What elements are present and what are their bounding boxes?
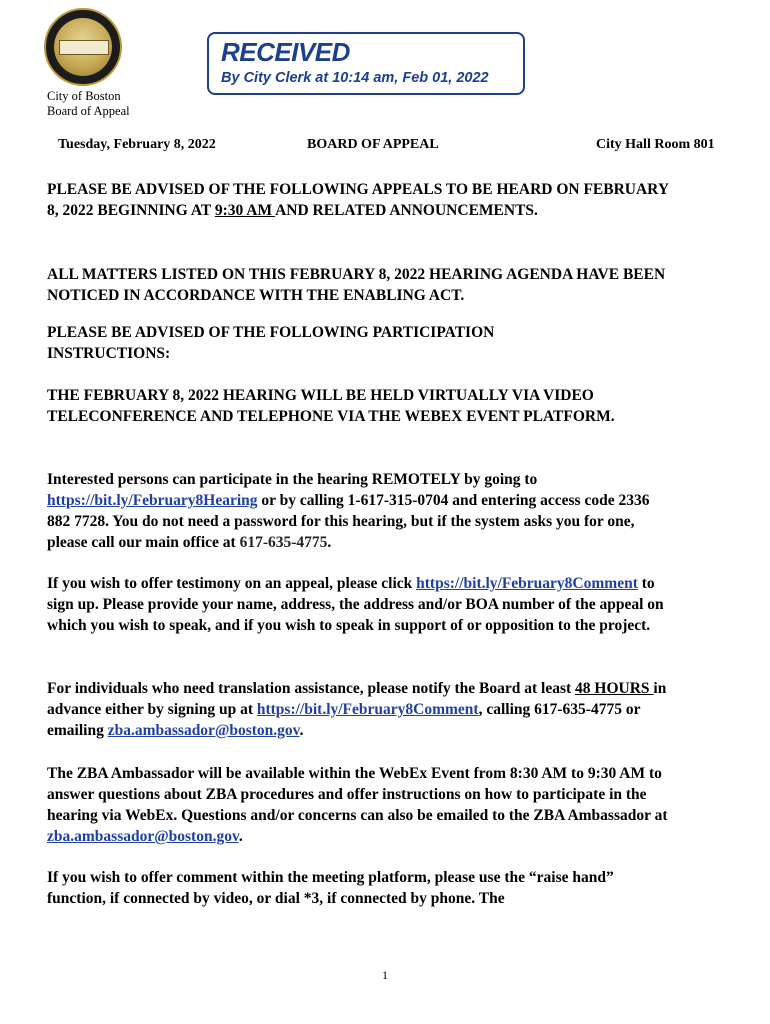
remote-access-paragraph: Interested persons can participate in the hearing REMOTELY by going to https://bit.ly/February8Hearing or by calling 1-617-315-0704 and entering access code 2336 882 7728. You do not need a password for this hearing, but if the system asks you for one, please call our main office at 617-635-4775. [47,471,650,551]
ambassador-email-link[interactable]: zba.ambassador@boston.gov [107,722,300,739]
raise-hand-paragraph: If you wish to offer comment within the meeting platform, please use the “raise hand” function, if connected by video, or dial *3, if connected by phone. The [47,869,614,907]
enabling-act-paragraph: ALL MATTERS LISTED ON THIS FEBRUARY 8, 2022 HEARING AGENDA HAVE BEEN NOTICED IN ACCORDANCE WITH THE ENABLING ACT. [47,266,666,304]
ambassador-paragraph: The ZBA Ambassador will be available within the WebEx Event from 8:30 AM to 9:30 AM to answer questions about ZBA procedures and offer instructions on how to participate in the hearing via WebEx. Questions and/or concerns can also be emailed to the ZBA Ambassador at zba.ambassador@boston.gov. [47,765,668,845]
seal-ribbon [59,40,109,55]
seal-emblem [54,18,112,76]
org-line-city: City of Boston [47,89,121,103]
start-time: 9:30 AM [214,202,276,219]
hearing-link[interactable]: https://bit.ly/February8Hearing [47,492,258,509]
translation-signup-link[interactable]: https://bit.ly/February8Comment [256,701,479,718]
board-title: BOARD OF APPEAL [307,137,439,152]
office-phone: 617-635-4775 [239,534,328,551]
stamp-subtitle: By City Clerk at 10:14 am, Feb 01, 2022 [221,70,489,86]
translation-paragraph: For individuals who need translation assistance, please notify the Board at least 48 HOURS in advance either by signing up at https://bit.ly/February8Comment, calling 617-635-4775 or emailing zba.ambassador@boston.gov. [47,680,667,739]
comment-signup-link[interactable]: https://bit.ly/February8Comment [416,575,638,592]
participation-heading: PLEASE BE ADVISED OF THE FOLLOWING PARTICIPATION INSTRUCTIONS: [47,324,495,362]
received-stamp [207,32,525,95]
ambassador-email-link-2[interactable]: zba.ambassador@boston.gov [47,828,239,845]
organization-name [47,89,130,119]
stamp-title: RECEIVED [221,37,350,67]
notice-paragraph: PLEASE BE ADVISED OF THE FOLLOWING APPEALS TO BE HEARD ON FEBRUARY 8, 2022 BEGINNING AT 9:30 AM AND RELATED ANNOUNCEMENTS. [47,181,669,219]
meeting-room: City Hall Room 801 [596,137,715,152]
virtual-hearing-paragraph: THE FEBRUARY 8, 2022 HEARING WILL BE HELD VIRTUALLY VIA VIDEO TELECONFERENCE AND TELEPHONE VIA THE WEBEX EVENT PLATFORM. [47,387,615,425]
hearing-date: Tuesday, February 8, 2022 [58,137,216,152]
page-number: 1 [382,968,388,982]
testimony-paragraph: If you wish to offer testimony on an appeal, please click https://bit.ly/February8Comment to sign up. Please provide your name, address, the address and/or BOA number of the appeal on which you wish to speak, and if you wish to speak in support of or opposition to the project. [47,575,664,634]
notice-hours: 48 HOURS [575,680,654,697]
city-seal-logo [44,8,122,86]
org-line-board: Board of Appeal [47,104,130,118]
